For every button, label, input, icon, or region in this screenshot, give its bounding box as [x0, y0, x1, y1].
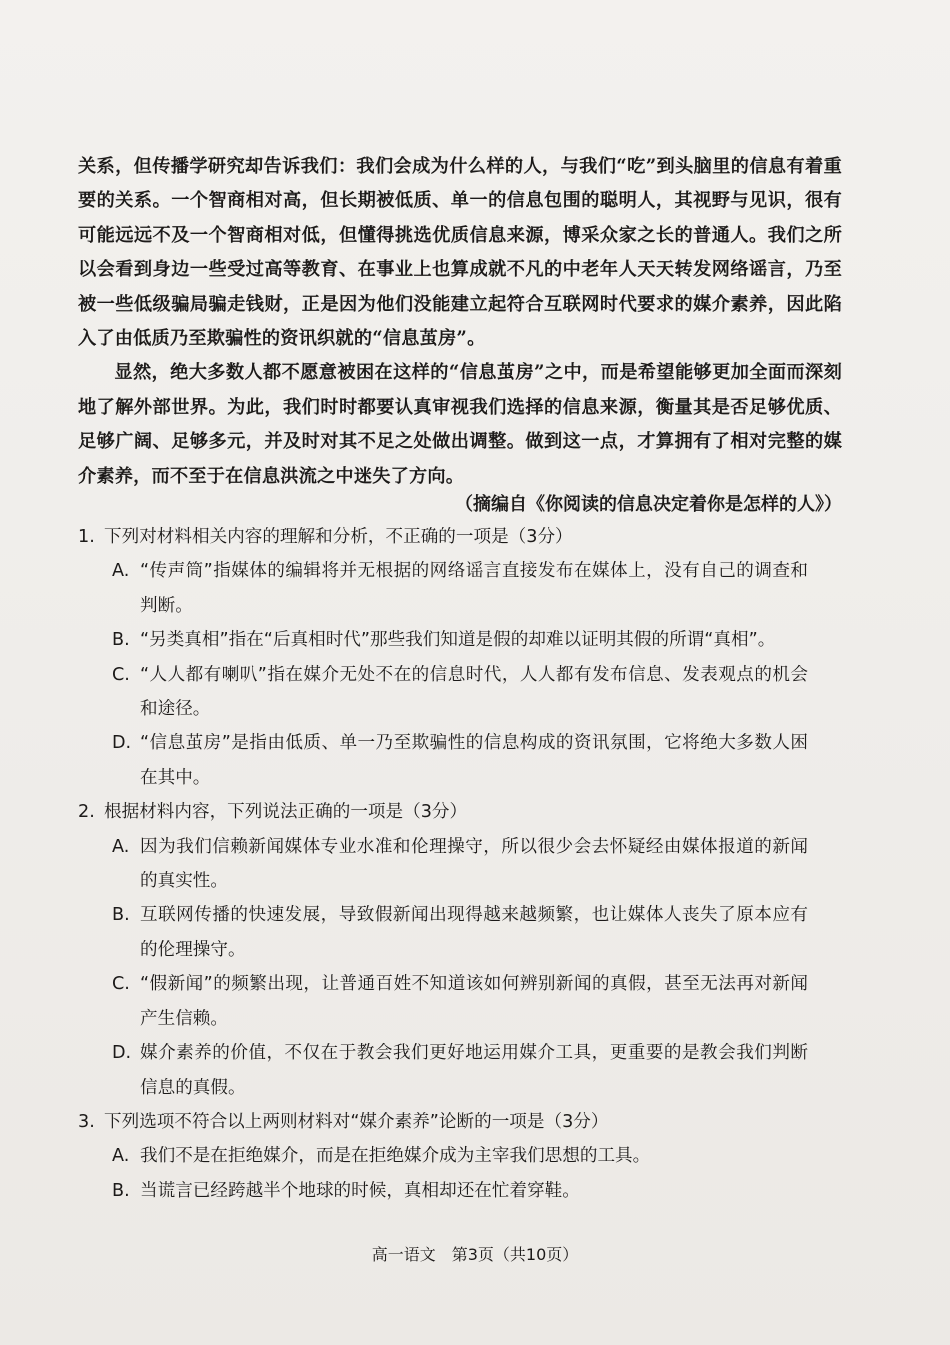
option-text: 我们不是在拒绝媒介，而是在拒绝媒介成为主宰我们思想的工具。	[140, 1146, 651, 1167]
page-footer: 高一语文 第3页（共10页）	[371, 1245, 579, 1264]
option-b	[112, 623, 808, 657]
option-c	[112, 967, 808, 1036]
option-text: 因为我们信赖新闻媒体专业水准和伦理操守，所以很少会去怀疑经由媒体报道的新闻的真实性。	[140, 836, 808, 892]
question-2	[78, 795, 808, 1105]
question-number: 3.	[78, 1111, 95, 1132]
question-3	[78, 1105, 808, 1208]
option-letter: B.	[112, 630, 130, 651]
option-letter: D.	[112, 733, 132, 754]
option-text: 媒介素养的价值，不仅在于教会我们更好地运用媒介工具，更重要的是教会我们判断信息的真假。	[140, 1043, 808, 1098]
question-1	[78, 520, 808, 795]
question-number: 1.	[78, 527, 95, 547]
option-letter: A.	[112, 1146, 130, 1167]
option-letter: A.	[112, 836, 130, 857]
passage-paragraph: 关系，但传播学研究却告诉我们：我们会成为什么样的人，与我们“吃”到头脑里的信息有着重要的关系。一个智商相对高，但长期被低质、单一的信息包围的聪明人，其视野与见识，很有可能远远不及一个智商相对低，但懂得挑选优质信息来源，博采众家之长的普通人。我们之所以会看到身边一些受过高等教育、在事业上也算成就不凡的中老年人天天转发网络谣言，乃至被一些低级骗局骗走钱财，正是因为他们没能建立起符合互联网时代要求的媒介素养，因此陷入了由低质乃至欺骗性的资讯织就的“信息茧房”。	[78, 156, 842, 350]
option-d	[112, 726, 808, 795]
option-a	[112, 1139, 808, 1173]
option-text: 当谎言已经跨越半个地球的时候，真相却还在忙着穿鞋。	[140, 1180, 580, 1201]
option-text: 互联网传播的快速发展，导致假新闻出现得越来越频繁，也让媒体人丧失了原本应有的伦理操守。	[140, 905, 808, 960]
question-stem	[78, 520, 808, 554]
option-letter: A.	[112, 561, 130, 582]
option-letter: B.	[112, 905, 130, 926]
option-a	[112, 830, 808, 899]
question-stem	[78, 1105, 808, 1139]
question-number: 2.	[78, 802, 95, 823]
question-stem	[78, 795, 808, 829]
question-text: 根据材料内容，下列说法正确的一项是（3分）	[104, 802, 468, 823]
reading-passage	[78, 150, 842, 494]
question-text: 下列对材料相关内容的理解和分析，不正确的一项是（3分）	[104, 527, 573, 547]
question-text: 下列选项不符合以上两则材料对“媒介素养”论断的一项是（3分）	[104, 1111, 609, 1132]
option-d	[112, 1036, 808, 1105]
passage-source: （摘编自《你阅读的信息决定着你是怎样的人》）	[455, 494, 842, 515]
option-c	[112, 658, 808, 727]
option-a	[112, 554, 808, 623]
option-text: “另类真相”指在“后真相时代”那些我们知道是假的却难以证明其假的所谓“真相”。	[140, 630, 776, 651]
option-letter: D.	[112, 1043, 132, 1064]
option-letter: C.	[112, 974, 130, 995]
option-text: “传声筒”指媒体的编辑将并无根据的网络谣言直接发布在媒体上，没有自己的调查和判断。	[140, 561, 808, 616]
passage-paragraph: 显然，绝大多数人都不愿意被困在这样的“信息茧房”之中，而是希望能够更加全面而深刻地了解外部世界。为此，我们时时都要认真审视我们选择的信息来源，衡量其是否足够优质、足够广阔、足够多元，并及时对其不足之处做出调整。做到这一点，才算拥有了相对完整的媒介素养，而不至于在信息洪流之中迷失了方向。	[78, 362, 842, 487]
option-b	[112, 898, 808, 967]
option-text: “信息茧房”是指由低质、单一乃至欺骗性的信息构成的资讯氛围，它将绝大多数人困在其中。	[140, 733, 808, 788]
option-letter: B.	[112, 1180, 130, 1201]
option-text: “假新闻”的频繁出现，让普通百姓不知道该如何辨别新闻的真假，甚至无法再对新闻产生信赖。	[140, 974, 808, 1029]
option-b	[112, 1174, 808, 1208]
option-letter: C.	[112, 664, 130, 685]
option-text: “人人都有喇叭”指在媒介无处不在的信息时代，人人都有发布信息、发表观点的机会和途径。	[140, 664, 808, 720]
question-list	[78, 520, 808, 1208]
